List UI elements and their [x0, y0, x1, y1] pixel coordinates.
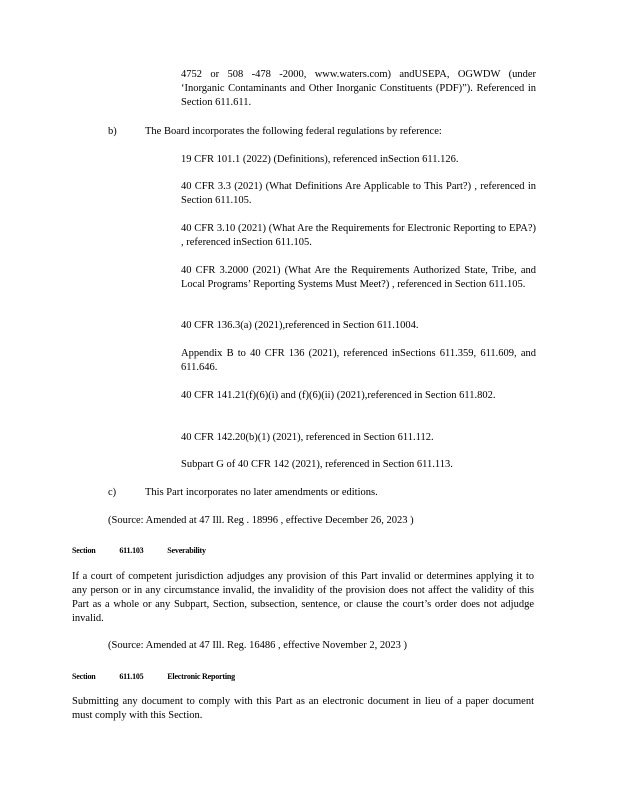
- reference-item: 40 CFR 142.20(b)(1) (2021), referenced in Section 611.112.: [181, 432, 434, 443]
- reference-item: 40 CFR 3.2000 (2021) (What Are the Requirements Authorized State, Tribe, and Local Programs’ Reporting Systems Must Meet?) , referenced in Section 611.105.: [181, 265, 536, 290]
- reference-item: Appendix B to 40 CFR 136 (2021), referenced inSections 611.359, 611.609, and 611.646.: [181, 348, 536, 373]
- section-title: Severability: [167, 546, 206, 555]
- section-number: 611.103: [119, 546, 144, 555]
- section-heading-105: [72, 670, 235, 684]
- source-note: (Source: Amended at 47 Ill. Reg. 16486 , effective November 2, 2023 ): [108, 640, 407, 651]
- reference-item: 19 CFR 101.1 (2022) (Definitions), referenced inSection 611.126.: [181, 154, 459, 165]
- subsection-b-lead: The Board incorporates the following federal regulations by reference:: [145, 126, 442, 137]
- section-heading-103: [72, 544, 206, 558]
- reference-item: 40 CFR 136.3(a) (2021),referenced in Section 611.1004.: [181, 320, 419, 331]
- source-note: (Source: Amended at 47 Ill. Reg . 18996 , effective December 26, 2023 ): [108, 515, 414, 526]
- reference-item: Subpart G of 40 CFR 142 (2021), referenced in Section 611.113.: [181, 459, 453, 470]
- section-105-body: Submitting any document to comply with this Part as an electronic document in lieu of a paper document must comply with this Section.: [72, 696, 534, 721]
- reference-item: 40 CFR 3.3 (2021) (What Definitions Are Applicable to This Part?) , referenced in Section 611.105.: [181, 181, 536, 206]
- section-title: Electronic Reporting: [167, 672, 235, 681]
- subsection-b-label: b): [108, 126, 117, 137]
- section-103-body: If a court of competent jurisdiction adjudges any provision of this Part invalid or determines applying it to any person or in any circumstance invalid, the invalidity of the provision does not affect the validity of this Part as a whole or any Subpart, Section, subsection, sentence, or clause the court’s order does not adjudge invalid.: [72, 571, 534, 624]
- subsection-c-label: c): [108, 487, 117, 498]
- section-word: Section: [72, 672, 96, 681]
- reference-item: 40 CFR 3.10 (2021) (What Are the Requirements for Electronic Reporting to EPA?) , referenced inSection 611.105.: [181, 223, 536, 248]
- top-continuation-text: 4752 or 508 -478 -2000, www.waters.com) andUSEPA, OGWDW (under ‘Inorganic Contaminants and Other Inorganic Constituents (PDF)”). Referenced in Section 611.611.: [181, 69, 536, 108]
- section-number: 611.105: [119, 672, 144, 681]
- section-word: Section: [72, 546, 96, 555]
- subsection-c-text: This Part incorporates no later amendments or editions.: [145, 487, 378, 498]
- reference-item: 40 CFR 141.21(f)(6)(i) and (f)(6)(ii) (2021),referenced in Section 611.802.: [181, 390, 496, 401]
